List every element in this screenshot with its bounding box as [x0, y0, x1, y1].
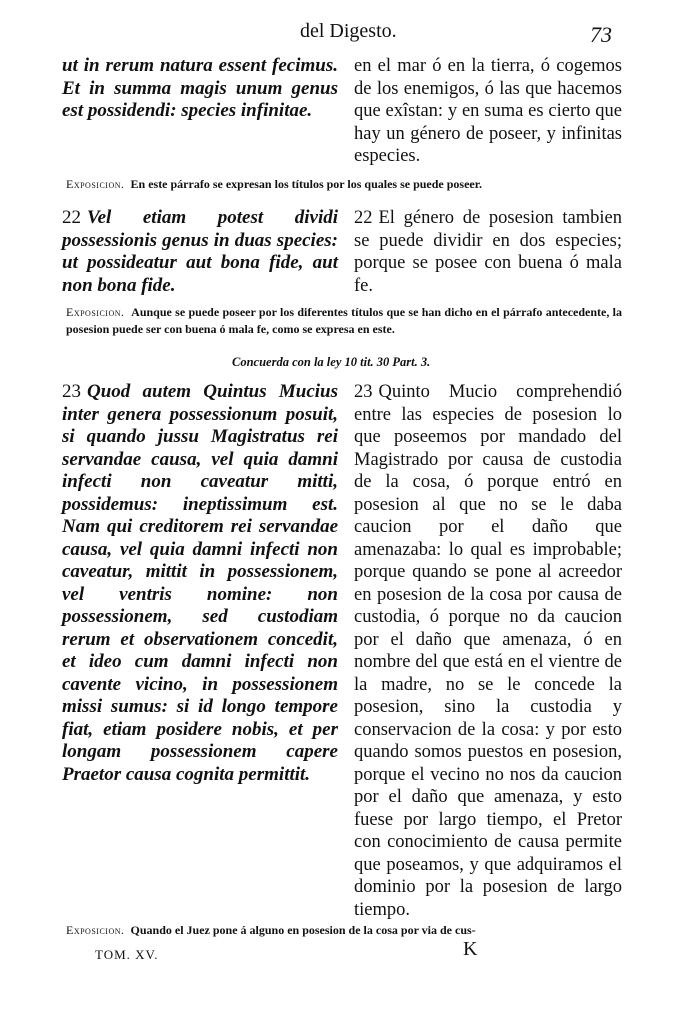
exposicion-label: Exposicion. [66, 177, 125, 191]
exposicion-text: Aunque se puede poseer por los diferentes títulos que se han dicho en el párrafo antecedente, la posesion puede ser con buena ó mala fe, como se expresa en este. [66, 305, 623, 336]
exposicion-text: Quando el Juez pone á alguno en posesion de la cosa por via de cus- [130, 923, 476, 937]
latin-text: Quod autem Quintus Mucius inter genera possessionum posuit, si quando jussu Magistratus rei servandae causa, vel quia damni infecti non caveatur mitti, possidemus: ineptissimum est. Nam qui creditorem rei servandae causa, vel quia damni infecti non caveatur, mittit in possessionem, vel ventris nomine: non possessionem, sed custodiam rerum et observationem concedit, et ideo cum damni infecti non cavente vicino, in possessionem missi sumus: si id longo tempore fiat, etiam posidere nobis, et per longam possessionem capere Praetor causa cognita permittit. [62, 381, 338, 785]
exposicion-note [66, 922, 622, 939]
exposicion-text: En este párrafo se expresan los títulos por los quales se puede poseer. [130, 177, 482, 191]
running-head: del Digesto. [300, 20, 397, 42]
exposicion-label: Exposicion. [66, 923, 125, 937]
spanish-text: en el mar ó en la tierra, ó cogemos de los enemigos, ó las que hacemos que exîstan: y en suma es cierto que hay un género de poseer, y infinitas especies. [354, 56, 622, 166]
latin-paragraph-23 [62, 381, 338, 786]
latin-text: Vel etiam potest dividi possessionis genus in duas species: ut possideatur aut bona fide, aut non bona fide. [62, 207, 338, 296]
concordance-note: Concuerda con la ley 10 tit. 30 Part. 3. [232, 355, 431, 369]
paragraph-number: 22 [354, 208, 373, 228]
paragraph-number: 23 [62, 381, 81, 402]
page-number: 73 [590, 22, 612, 47]
signature-mark: K [463, 938, 478, 960]
spanish-text: Quinto Mucio comprehendió entre las especies de posesion lo que poseemos por mandado del Magistrado por causa de custodia de la cosa, ó porque entró en posesion al que no se le daba caucion por el daño que amenazaba: lo qual es improbable; porque quando se pone al acreedor en posesion de la cosa por causa de custodia, ó porque no da caucion por el daño que amenaza, ó en nombre del que está en el vientre de la madre, no se le concede la posesion, sino la custodia y conservacion de la cosa: y por esto quando somos puestos en posesion, porque el vecino no nos da caucion por el daño que amenaza, y esto fuese por largo tiempo, el Pretor con conocimiento de causa permite que poseamos, y que adquiramos el dominio por la posesion de largo tiempo. [354, 382, 622, 920]
exposicion-label: Exposicion. [66, 305, 125, 319]
latin-paragraph-22 [62, 207, 338, 297]
volume-label: TOM. XV. [95, 947, 159, 962]
exposicion-note [66, 304, 622, 338]
latin-text-continuation [62, 55, 338, 123]
spanish-paragraph-22 [354, 207, 622, 297]
spanish-paragraph-23 [354, 381, 622, 921]
latin-text: ut in rerum natura essent fecimus. Et in summa magis unum genus est possidendi: species infinitae. [62, 55, 338, 121]
exposicion-note [66, 176, 622, 193]
spanish-text: El género de posesion tambien se puede dividir en dos especies; porque se posee con buena ó mala fe. [354, 208, 622, 296]
paragraph-number: 23 [354, 382, 373, 402]
spanish-text-continuation [354, 55, 622, 168]
paragraph-number: 22 [62, 207, 81, 228]
